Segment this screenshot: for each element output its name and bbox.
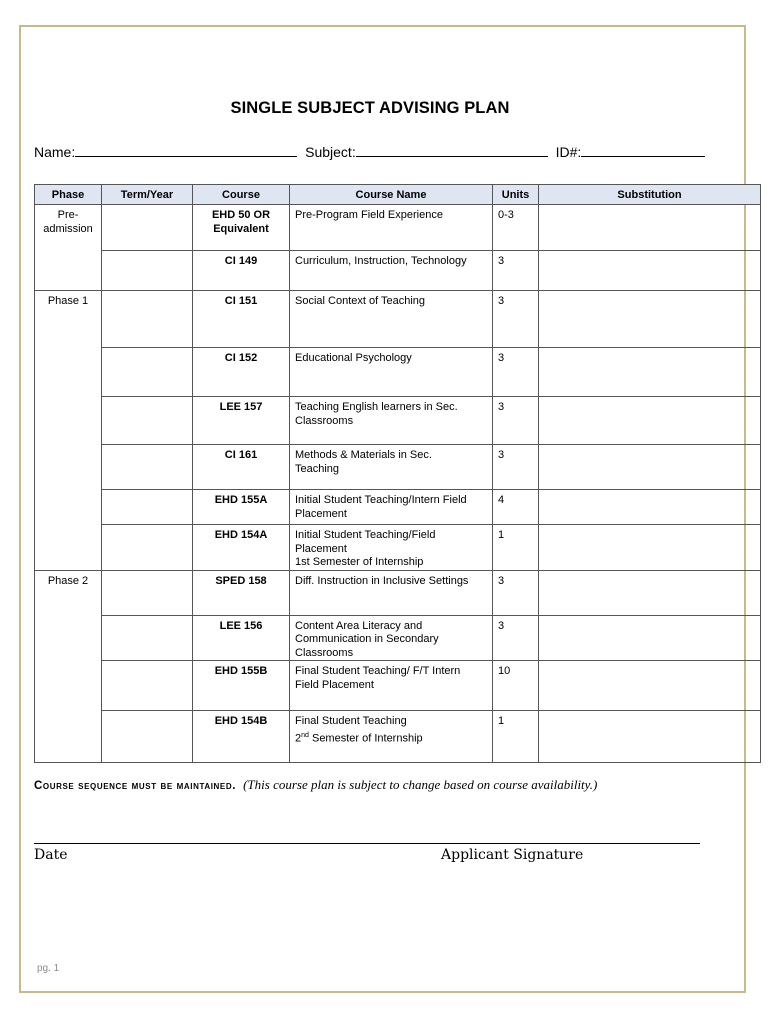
course-name-cell: Curriculum, Instruction, Technology	[290, 251, 493, 291]
info-fields	[34, 142, 705, 160]
term-year-cell[interactable]	[102, 205, 193, 251]
course-code-cell: CI 152	[193, 348, 290, 397]
term-year-cell[interactable]	[102, 661, 193, 711]
course-name-cell: Pre-Program Field Experience	[290, 205, 493, 251]
phase-cell: Phase 2	[35, 570, 102, 763]
units-cell: 3	[493, 251, 539, 291]
sequence-notice	[34, 777, 597, 793]
term-year-cell[interactable]	[102, 525, 193, 571]
units-cell: 4	[493, 490, 539, 525]
header-course: Course	[193, 185, 290, 205]
units-cell: 3	[493, 615, 539, 661]
signature-line[interactable]	[34, 843, 700, 844]
table-row	[35, 251, 761, 291]
units-cell: 3	[493, 397, 539, 445]
substitution-cell[interactable]	[539, 445, 761, 490]
phase-cell: Phase 1	[35, 291, 102, 571]
course-code-cell: SPED 158	[193, 570, 290, 615]
course-code-cell: EHD 154A	[193, 525, 290, 571]
availability-note: (This course plan is subject to change based on course availability.)	[243, 777, 598, 792]
units-cell: 3	[493, 570, 539, 615]
table-row	[35, 661, 761, 711]
term-year-cell[interactable]	[102, 445, 193, 490]
header-units: Units	[493, 185, 539, 205]
course-name-ordinal: 2	[295, 732, 302, 745]
course-code-cell: CI 149	[193, 251, 290, 291]
table-row	[35, 291, 761, 348]
table-row	[35, 490, 761, 525]
course-name-cell: Initial Student Teaching/Field Placement 1st Semester of Internship	[290, 525, 493, 571]
substitution-cell[interactable]	[539, 615, 761, 661]
substitution-cell[interactable]	[539, 251, 761, 291]
table-row	[35, 711, 761, 763]
course-name-cell: Initial Student Teaching/Intern Field Placement	[290, 490, 493, 525]
id-field-line[interactable]	[581, 142, 705, 157]
header-course-name: Course Name	[290, 185, 493, 205]
substitution-cell[interactable]	[539, 205, 761, 251]
table-row	[35, 525, 761, 571]
term-year-cell[interactable]	[102, 291, 193, 348]
page-title: SINGLE SUBJECT ADVISING PLAN	[230, 99, 510, 117]
course-code-cell: EHD 155B	[193, 661, 290, 711]
course-code-cell: CI 161	[193, 445, 290, 490]
substitution-cell[interactable]	[539, 291, 761, 348]
date-label: Date	[34, 847, 68, 863]
course-name-cell: Teaching English learners in Sec. Classrooms	[290, 397, 493, 445]
table-row	[35, 348, 761, 397]
course-name-cell: Content Area Literacy and Communication in Secondary Classrooms	[290, 615, 493, 661]
substitution-cell[interactable]	[539, 661, 761, 711]
course-code-cell: EHD 154B	[193, 711, 290, 763]
table-row	[35, 397, 761, 445]
term-year-cell[interactable]	[102, 348, 193, 397]
course-name-line: Final Student Teaching	[295, 715, 407, 727]
term-year-cell[interactable]	[102, 397, 193, 445]
course-code-cell: LEE 156	[193, 615, 290, 661]
course-name-superscript: nd	[301, 731, 309, 739]
course-code-cell: EHD 155A	[193, 490, 290, 525]
course-code-cell: LEE 157	[193, 397, 290, 445]
subject-field-line[interactable]	[356, 142, 548, 157]
units-cell: 1	[493, 525, 539, 571]
term-year-cell[interactable]	[102, 711, 193, 763]
course-name-cell: Educational Psychology	[290, 348, 493, 397]
name-field-line[interactable]	[75, 142, 297, 157]
units-cell: 3	[493, 291, 539, 348]
table-row	[35, 570, 761, 615]
table-header-row	[35, 185, 761, 205]
phase-cell: Pre- admission	[35, 205, 102, 291]
course-name-cell: Final Student Teaching/ F/T Intern Field Placement	[290, 661, 493, 711]
table-row	[35, 445, 761, 490]
term-year-cell[interactable]	[102, 251, 193, 291]
id-label: ID#:	[555, 144, 582, 160]
name-label: Name:	[34, 144, 76, 160]
subject-label: Subject:	[305, 144, 356, 160]
applicant-signature-label: Applicant Signature	[441, 847, 584, 863]
term-year-cell[interactable]	[102, 570, 193, 615]
units-cell: 3	[493, 445, 539, 490]
course-name-line: Semester of Internship	[308, 732, 423, 745]
units-cell: 10	[493, 661, 539, 711]
table-row	[35, 615, 761, 661]
sequence-warning: Course sequence must be maintained.	[34, 780, 237, 792]
header-phase: Phase	[35, 185, 102, 205]
units-cell: 3	[493, 348, 539, 397]
substitution-cell[interactable]	[539, 525, 761, 571]
course-code-cell: EHD 50 OR Equivalent	[193, 205, 290, 251]
header-substitution: Substitution	[539, 185, 761, 205]
table-row	[35, 205, 761, 251]
page-number: pg. 1	[37, 963, 60, 974]
advising-table	[34, 184, 761, 763]
header-term-year: Term/Year	[102, 185, 193, 205]
substitution-cell[interactable]	[539, 397, 761, 445]
substitution-cell[interactable]	[539, 570, 761, 615]
term-year-cell[interactable]	[102, 615, 193, 661]
course-name-cell: Social Context of Teaching	[290, 291, 493, 348]
units-cell: 0-3	[493, 205, 539, 251]
substitution-cell[interactable]	[539, 348, 761, 397]
course-code-cell: CI 151	[193, 291, 290, 348]
course-name-cell: Methods & Materials in Sec. Teaching	[290, 445, 493, 490]
substitution-cell[interactable]	[539, 711, 761, 763]
course-name-cell: Diff. Instruction in Inclusive Settings	[290, 570, 493, 615]
substitution-cell[interactable]	[539, 490, 761, 525]
term-year-cell[interactable]	[102, 490, 193, 525]
course-name-cell	[290, 711, 493, 763]
units-cell: 1	[493, 711, 539, 763]
